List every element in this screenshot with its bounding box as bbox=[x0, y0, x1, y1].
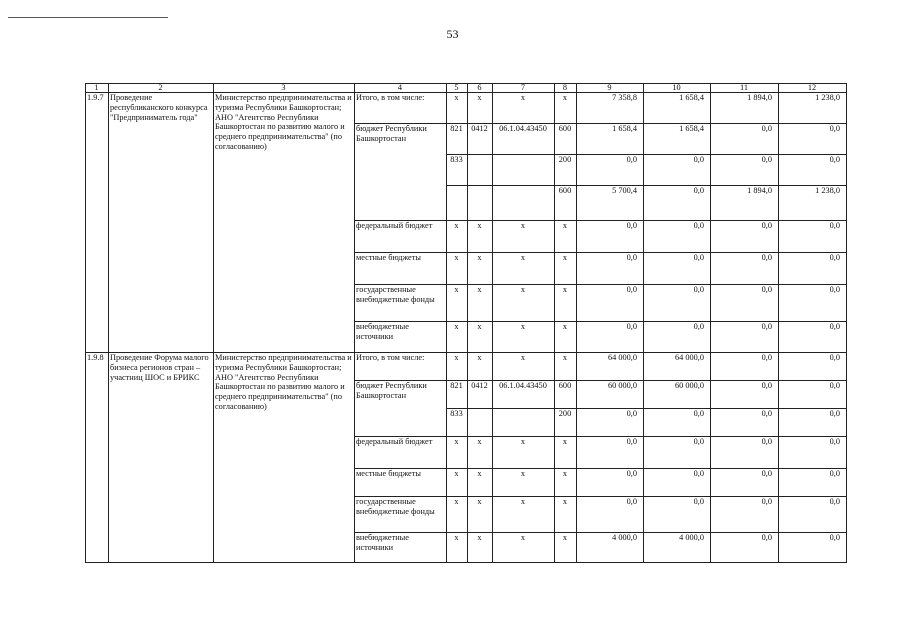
funding-source: федеральный бюджет bbox=[356, 221, 433, 230]
value-c10: 1 658,4 bbox=[679, 93, 704, 102]
header-label: 8 bbox=[562, 83, 568, 92]
value-c10: 0,0 bbox=[693, 253, 704, 262]
value-c8: х bbox=[562, 253, 568, 262]
value-c11: 0,0 bbox=[761, 353, 772, 362]
value-c7: х bbox=[520, 533, 526, 542]
value-c12: 0,0 bbox=[829, 285, 840, 294]
value-c10: 0,0 bbox=[693, 322, 704, 331]
value-c8: 600 bbox=[558, 186, 572, 195]
funding-source: внебюджетные источники bbox=[356, 322, 409, 341]
value-c8: х bbox=[562, 93, 568, 102]
value-c11: 0,0 bbox=[761, 253, 772, 262]
funding-source: внебюджетные источники bbox=[356, 533, 409, 552]
header-label: 6 bbox=[477, 83, 482, 92]
value-c6: 0412 bbox=[471, 124, 488, 133]
value-c10: 64 000,0 bbox=[674, 353, 704, 362]
value-c6: х bbox=[477, 93, 482, 102]
value-c10: 0,0 bbox=[693, 186, 704, 195]
executor-name: Министерство предпринимательства и туризма Республики Башкортостан; АНО "Агентство Республики Башкортостан по развитию малого и среднего предпринимательства" (по согласованию) bbox=[215, 353, 352, 411]
funding-source: местные бюджеты bbox=[356, 469, 421, 478]
funding-source: государственные внебюджетные фонды bbox=[356, 497, 435, 516]
header-label: 2 bbox=[158, 83, 163, 92]
value-c9: 60 000,0 bbox=[607, 381, 637, 390]
value-c10: 60 000,0 bbox=[674, 381, 704, 390]
funding-source: бюджет Республики Башкортостан bbox=[356, 381, 427, 400]
row-number-cell bbox=[85, 352, 109, 563]
value-c9: 7 358,8 bbox=[612, 93, 637, 102]
value-c5: 833 bbox=[450, 155, 463, 164]
funding-source: федеральный бюджет bbox=[356, 437, 433, 446]
value-c6: 0412 bbox=[471, 381, 488, 390]
value-c6 bbox=[469, 155, 490, 184]
value-c12: 0,0 bbox=[829, 155, 840, 164]
value-c12: 0,0 bbox=[829, 253, 840, 262]
value-c11: 0,0 bbox=[761, 221, 772, 230]
header-label: 11 bbox=[740, 83, 748, 92]
header-label: 5 bbox=[454, 83, 459, 92]
value-c9: 0,0 bbox=[626, 497, 637, 506]
value-c5: 821 bbox=[450, 124, 463, 133]
header-label: 10 bbox=[672, 83, 681, 92]
value-c8: 200 bbox=[558, 409, 572, 418]
value-c7 bbox=[494, 155, 552, 184]
value-c5: х bbox=[454, 221, 459, 230]
value-c5: х bbox=[454, 285, 459, 294]
value-c7 bbox=[494, 186, 552, 219]
value-c5: х bbox=[454, 322, 459, 331]
value-c7: х bbox=[520, 497, 526, 506]
value-c9: 0,0 bbox=[626, 221, 637, 230]
value-c11: 0,0 bbox=[761, 285, 772, 294]
value-c6: х bbox=[477, 469, 482, 478]
value-c8: 200 bbox=[558, 155, 572, 164]
funding-source: бюджет Республики Башкортостан bbox=[356, 124, 427, 143]
value-c11: 0,0 bbox=[761, 322, 772, 331]
value-c8: х bbox=[562, 533, 568, 542]
page-number: 53 bbox=[446, 27, 459, 41]
value-c12: 0,0 bbox=[829, 381, 840, 390]
value-c7: 06.1.04.43450 bbox=[499, 381, 547, 390]
value-c11: 1 894,0 bbox=[747, 93, 772, 102]
value-c5: х bbox=[454, 533, 459, 542]
value-c10: 4 000,0 bbox=[679, 533, 704, 542]
value-c6: х bbox=[477, 437, 482, 446]
value-c6: х bbox=[477, 533, 482, 542]
value-c11: 0,0 bbox=[761, 533, 772, 542]
value-c12: 0,0 bbox=[829, 409, 840, 418]
value-c7: х bbox=[520, 221, 526, 230]
value-c9: 0,0 bbox=[626, 155, 637, 164]
value-c6: х bbox=[477, 322, 482, 331]
value-c5: х bbox=[454, 437, 459, 446]
value-c8: х bbox=[562, 221, 568, 230]
executor-name: Министерство предпринимательства и туризма Республики Башкортостан; АНО "Агентство Республики Башкортостан по развитию малого и среднего предпринимательства" (по согласованию) bbox=[215, 93, 352, 151]
value-c10: 0,0 bbox=[693, 437, 704, 446]
row-number: 1.9.7 bbox=[87, 93, 104, 102]
value-c6: х bbox=[477, 253, 482, 262]
value-c8: 600 bbox=[558, 124, 572, 133]
value-c12: 1 238,0 bbox=[815, 186, 840, 195]
value-c7: 06.1.04.43450 bbox=[499, 124, 547, 133]
value-c12: 0,0 bbox=[829, 124, 840, 133]
value-c12: 0,0 bbox=[829, 353, 840, 362]
header-label: 12 bbox=[807, 83, 817, 92]
value-c8: х bbox=[562, 497, 568, 506]
value-c9: 0,0 bbox=[626, 437, 637, 446]
value-c12: 0,0 bbox=[829, 469, 840, 478]
value-c10: 1 658,4 bbox=[679, 124, 704, 133]
value-c5: 821 bbox=[450, 381, 463, 390]
value-c11: 0,0 bbox=[761, 469, 772, 478]
funding-source: Итого, в том числе: bbox=[356, 353, 425, 362]
value-c9: 64 000,0 bbox=[607, 353, 637, 362]
value-c5: х bbox=[454, 497, 459, 506]
funding-source: Итого, в том числе: bbox=[356, 93, 425, 102]
value-c12: 0,0 bbox=[829, 497, 840, 506]
value-c10: 0,0 bbox=[693, 409, 704, 418]
value-c6: х bbox=[477, 353, 482, 362]
value-c11: 1 894,0 bbox=[747, 186, 772, 195]
value-c8: х bbox=[562, 353, 568, 362]
value-c6 bbox=[469, 409, 490, 435]
top-rule bbox=[8, 17, 168, 18]
value-c5 bbox=[448, 186, 465, 219]
value-c11: 0,0 bbox=[761, 437, 772, 446]
value-c11: 0,0 bbox=[761, 381, 772, 390]
funding-source: государственные внебюджетные фонды bbox=[356, 285, 435, 304]
value-c11: 0,0 bbox=[761, 409, 772, 418]
value-c11: 0,0 bbox=[761, 124, 772, 133]
value-c9: 1 658,4 bbox=[612, 124, 637, 133]
value-c7 bbox=[494, 409, 552, 435]
header-label: 1 bbox=[94, 83, 99, 92]
value-c9: 0,0 bbox=[626, 285, 637, 294]
value-c7: х bbox=[520, 253, 526, 262]
header-label: 3 bbox=[281, 83, 286, 92]
value-c10: 0,0 bbox=[693, 285, 704, 294]
value-c8: 600 bbox=[558, 381, 572, 390]
activity-name: Проведение республиканского конкурса "Предприниматель года" bbox=[110, 93, 208, 122]
value-c6 bbox=[469, 186, 490, 219]
row-number-cell bbox=[85, 92, 109, 353]
value-c6: х bbox=[477, 285, 482, 294]
value-c12: 0,0 bbox=[829, 437, 840, 446]
value-c10: 0,0 bbox=[693, 155, 704, 164]
value-c11: 0,0 bbox=[761, 155, 772, 164]
value-c5: х bbox=[454, 353, 459, 362]
value-c8: х bbox=[562, 469, 568, 478]
value-c9: 0,0 bbox=[626, 409, 637, 418]
value-c12: 0,0 bbox=[829, 533, 840, 542]
value-c10: 0,0 bbox=[693, 497, 704, 506]
value-c10: 0,0 bbox=[693, 469, 704, 478]
value-c12: 0,0 bbox=[829, 221, 840, 230]
value-c7: х bbox=[520, 353, 526, 362]
row-number: 1.9.8 bbox=[87, 353, 104, 362]
header-label: 4 bbox=[397, 83, 403, 92]
value-c7: х bbox=[520, 93, 526, 102]
value-c9: 4 000,0 bbox=[612, 533, 637, 542]
value-c7: х bbox=[520, 285, 526, 294]
value-c12: 1 238,0 bbox=[815, 93, 840, 102]
value-c5: х bbox=[454, 93, 459, 102]
value-c8: х bbox=[562, 285, 568, 294]
value-c6: х bbox=[477, 221, 482, 230]
value-c7: х bbox=[520, 437, 526, 446]
value-c5: х bbox=[454, 469, 459, 478]
value-c8: х bbox=[562, 322, 568, 331]
value-c10: 0,0 bbox=[693, 221, 704, 230]
value-c12: 0,0 bbox=[829, 322, 840, 331]
value-c11: 0,0 bbox=[761, 497, 772, 506]
value-c6: х bbox=[477, 497, 482, 506]
value-c9: 0,0 bbox=[626, 469, 637, 478]
value-c7: х bbox=[520, 469, 526, 478]
value-c5: 833 bbox=[450, 409, 463, 418]
value-c9: 0,0 bbox=[626, 253, 637, 262]
activity-name: Проведение Форума малого бизнеса регионов стран – участниц ШОС и БРИКС bbox=[110, 353, 209, 382]
header-label: 9 bbox=[607, 83, 612, 92]
value-c9: 0,0 bbox=[626, 322, 637, 331]
header-label: 7 bbox=[520, 83, 526, 92]
value-c5: х bbox=[454, 253, 459, 262]
value-c8: х bbox=[562, 437, 568, 446]
value-c9: 5 700,4 bbox=[612, 186, 637, 195]
funding-source: местные бюджеты bbox=[356, 253, 421, 262]
value-c7: х bbox=[520, 322, 526, 331]
